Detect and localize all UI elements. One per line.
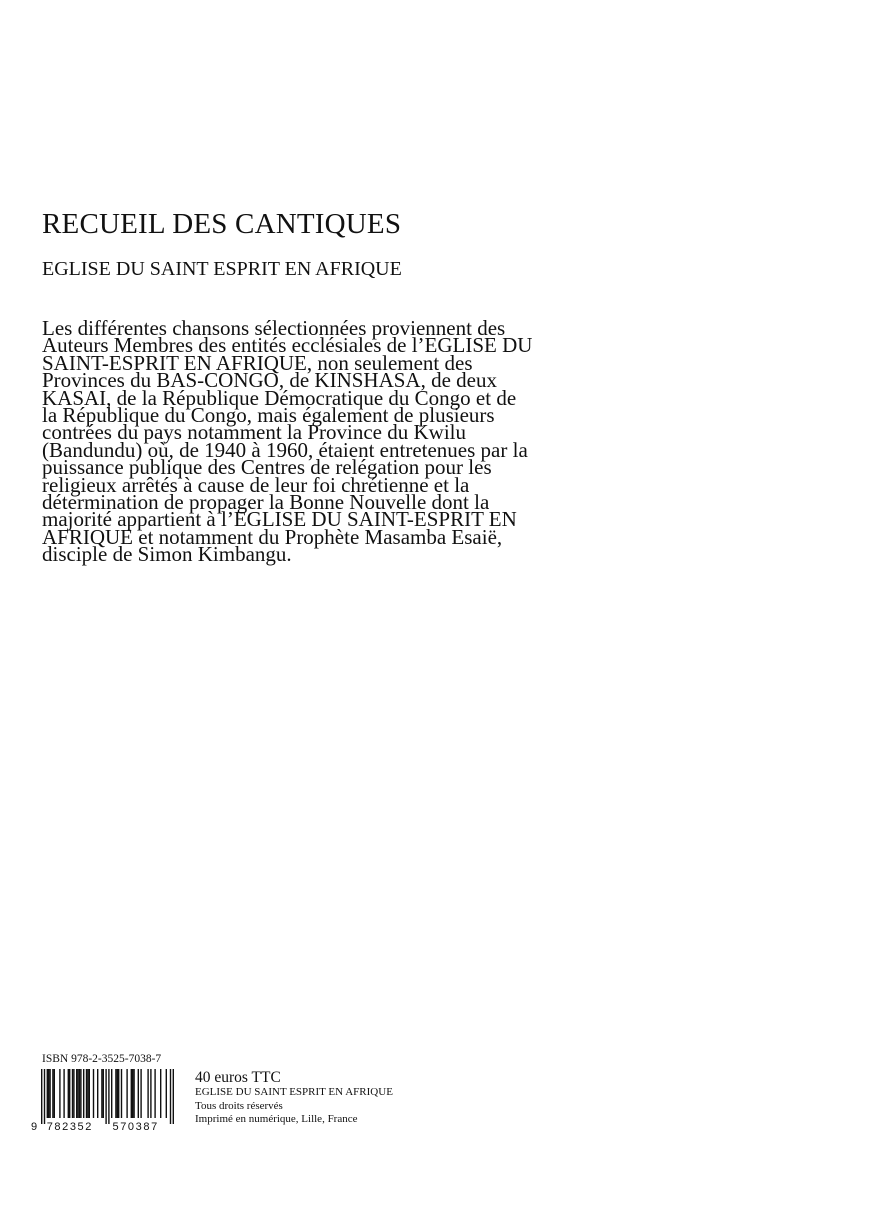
barcode-bar [147, 1069, 148, 1118]
barcode-bar [111, 1069, 112, 1118]
description-line: détermination de propager la Bonne Nouvelle dont la [42, 490, 490, 515]
barcode-bar [83, 1069, 84, 1118]
publication-info [195, 1069, 393, 1127]
barcode-bar [80, 1069, 81, 1118]
barcode-bar [132, 1069, 133, 1118]
barcode-bar [126, 1069, 127, 1118]
barcode-bar [150, 1069, 151, 1118]
back-cover-description [42, 316, 682, 567]
description-line: majorité appartient à l’EGLISE DU SAINT-ESPRIT EN [42, 507, 517, 532]
description-line: KASAI, de la République Démocratique du Congo et de [42, 385, 517, 410]
description-line: Auteurs Membres des entités ecclésiales de l’EGLISE DU [42, 333, 533, 358]
barcode-bar [133, 1069, 134, 1118]
description-line: la République du Congo, mais également de plusieurs [42, 403, 495, 428]
barcode-digits: 570387 [112, 1121, 159, 1132]
barcode-bar [105, 1069, 106, 1124]
barcode-bar [63, 1069, 64, 1118]
barcode-bar [89, 1069, 90, 1118]
barcode-bar [79, 1069, 80, 1118]
description-line: SAINT-ESPRIT EN AFRIQUE, non seulement des [42, 350, 473, 375]
barcode-bar [160, 1069, 161, 1118]
rights-notice: Tous droits réservés [195, 1099, 283, 1112]
barcode-bar [93, 1069, 94, 1118]
barcode-bar [117, 1069, 118, 1118]
barcode-bar [48, 1069, 49, 1118]
description-line: religieux arrêtés à cause de leur foi chrétienne et la [42, 472, 470, 497]
barcode-bar [87, 1069, 88, 1118]
barcode-bar [72, 1069, 73, 1118]
barcode-bar [101, 1069, 102, 1118]
barcode-bar [77, 1069, 78, 1118]
barcode-bar [121, 1069, 122, 1118]
publisher-name: EGLISE DU SAINT ESPRIT EN AFRIQUE [195, 1086, 393, 1098]
description-line: (Bandundu) où, de 1940 à 1960, étaient entretenues par la [42, 437, 528, 462]
barcode-bar [76, 1069, 77, 1118]
barcode-bar [54, 1069, 55, 1118]
isbn-barcode [30, 1068, 174, 1132]
description-line: Provinces du BAS-CONGO, de KINSHASA, de deux [42, 368, 497, 393]
barcode-bar [154, 1069, 155, 1118]
printing-notice: Imprimé en numérique, Lille, France [195, 1113, 358, 1125]
isbn-label: ISBN 978-2-3525-7038-7 [42, 1053, 162, 1065]
barcode-digits: 9 [31, 1121, 39, 1132]
barcode-bar [131, 1069, 132, 1118]
barcode-bar [49, 1069, 50, 1118]
barcode-digits: 782352 [46, 1121, 94, 1132]
barcode-bar [140, 1069, 141, 1118]
barcode-bar [173, 1069, 174, 1124]
barcode-bar [41, 1069, 42, 1124]
barcode-bar [103, 1069, 104, 1118]
description-line: puissance publique des Centres de relégation pour les [42, 455, 492, 480]
barcode-bar [69, 1069, 70, 1118]
barcode-bar [68, 1069, 69, 1118]
barcode-bar [59, 1069, 60, 1118]
barcode-bar [166, 1069, 167, 1118]
price: 40 euros TTC [195, 1069, 281, 1086]
barcode-bar [97, 1069, 98, 1118]
book-subtitle: EGLISE DU SAINT ESPRIT EN AFRIQUE [42, 258, 402, 280]
barcode-bar [47, 1069, 48, 1118]
barcode-bar [44, 1069, 45, 1124]
barcode-bar [115, 1069, 116, 1118]
barcode-bar [86, 1069, 87, 1118]
barcode-bar [170, 1069, 171, 1124]
description-line: contrées du pays notamment la Province du Kwilu [42, 420, 466, 445]
description-line: AFRIQUE et notamment du Prophète Masamba Esaië, [42, 524, 503, 549]
description-line: Les différentes chansons sélectionnées proviennent des [42, 316, 506, 340]
book-title: RECUEIL DES CANTIQUES [42, 208, 402, 240]
barcode-bar [52, 1069, 53, 1118]
description-line: disciple de Simon Kimbangu. [42, 542, 292, 567]
barcode-bar [73, 1069, 74, 1118]
barcode-bar [118, 1069, 119, 1118]
barcode-bar [108, 1069, 109, 1124]
barcode-bar [138, 1069, 139, 1118]
